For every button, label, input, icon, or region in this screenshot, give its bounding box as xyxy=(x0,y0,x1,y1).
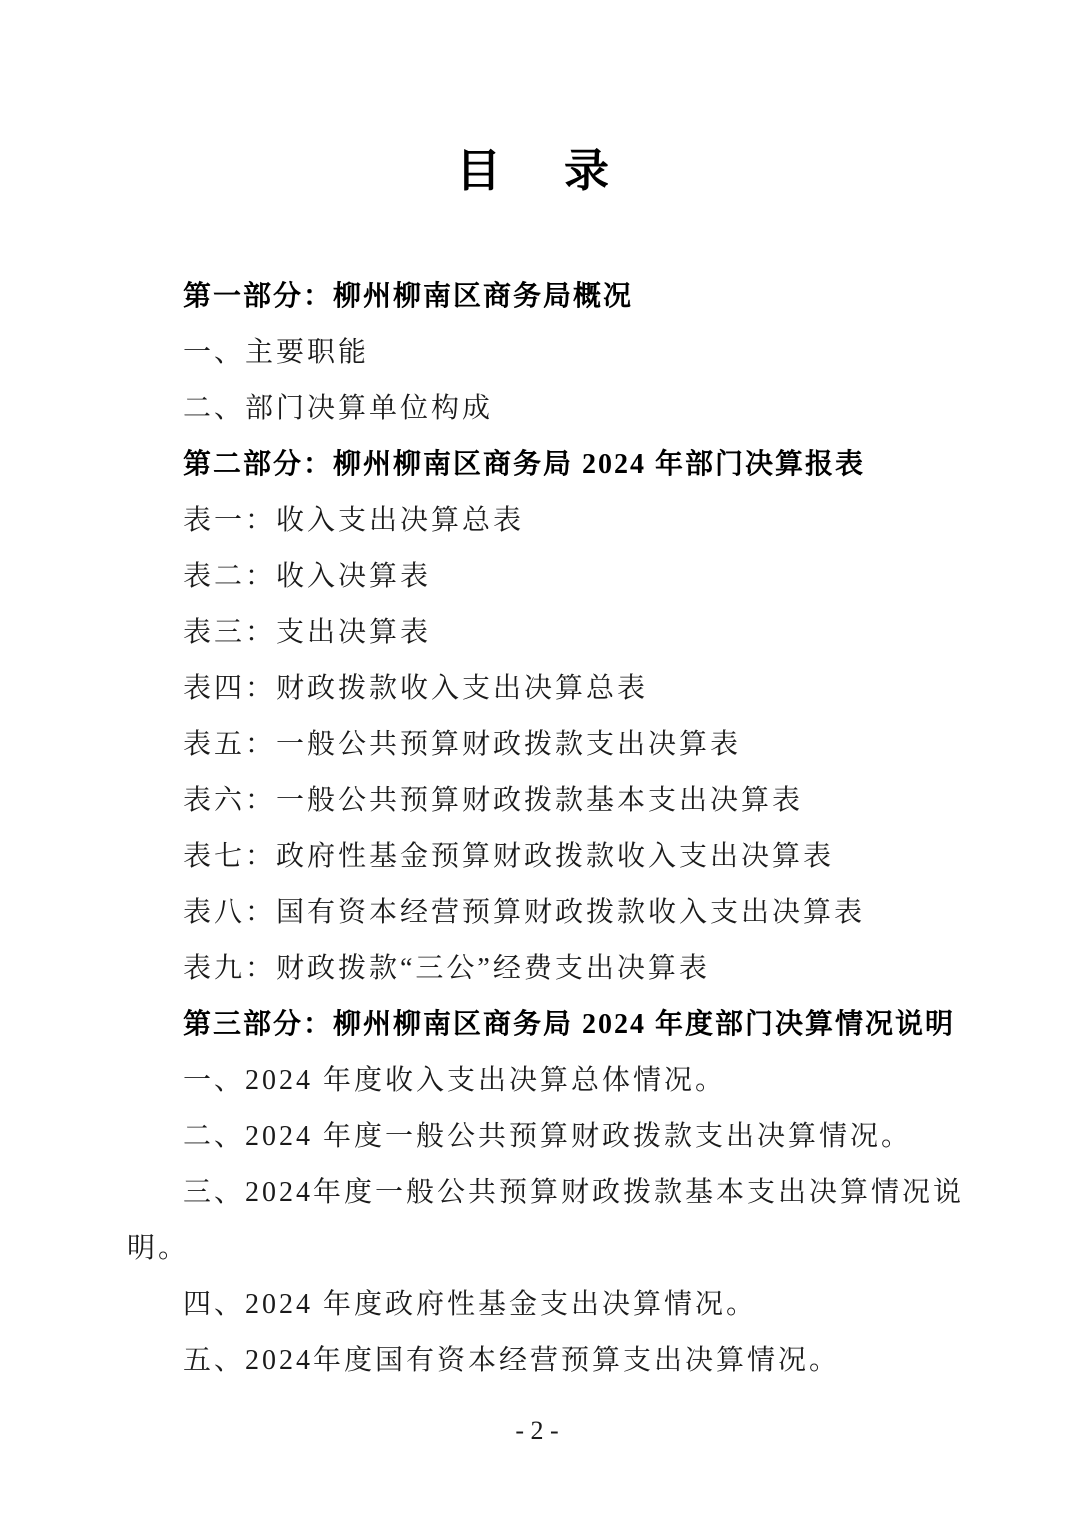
page-title: 目 录 xyxy=(455,146,618,196)
toc-section-heading-part2: 第二部分：柳州柳南区商务局 2024 年部门决算报表 xyxy=(183,449,866,480)
toc-entry: 表五：一般公共预算财政拨款支出决算表 xyxy=(183,729,742,760)
toc-entry: 二、2024 年度一般公共预算财政拨款支出决算情况。 xyxy=(183,1121,913,1152)
toc-entry: 表八：国有资本经营预算财政拨款收入支出决算表 xyxy=(183,897,866,928)
table-of-contents xyxy=(127,269,965,1389)
toc-section-heading-part3: 第三部分：柳州柳南区商务局 2024 年度部门决算情况说明 xyxy=(183,1009,956,1040)
toc-entry: 表一：收入支出决算总表 xyxy=(183,505,525,536)
toc-entry-continuation: 明。 xyxy=(127,1233,190,1264)
toc-entry: 四、2024 年度政府性基金支出决算情况。 xyxy=(183,1289,758,1320)
toc-entry: 表七：政府性基金预算财政拨款收入支出决算表 xyxy=(183,841,835,872)
toc-entry: 二、部门决算单位构成 xyxy=(183,393,494,424)
toc-entry: 五、2024年度国有资本经营预算支出决算情况。 xyxy=(183,1345,841,1376)
toc-section-heading-part1: 第一部分：柳州柳南区商务局概况 xyxy=(183,281,634,312)
toc-entry: 表二：收入决算表 xyxy=(183,561,432,592)
toc-entry: 表四：财政拨款收入支出决算总表 xyxy=(183,673,649,704)
toc-entry: 表六：一般公共预算财政拨款基本支出决算表 xyxy=(183,785,804,816)
toc-entry: 一、2024 年度收入支出决算总体情况。 xyxy=(183,1065,727,1096)
toc-entry: 表三：支出决算表 xyxy=(183,617,432,648)
toc-entry: 三、2024年度一般公共预算财政拨款基本支出决算情况说 xyxy=(183,1177,965,1208)
page-number: - 2 - xyxy=(515,1416,559,1445)
toc-entry: 一、主要职能 xyxy=(183,337,370,368)
toc-entry: 表九：财政拨款“三公”经费支出决算表 xyxy=(183,953,710,984)
